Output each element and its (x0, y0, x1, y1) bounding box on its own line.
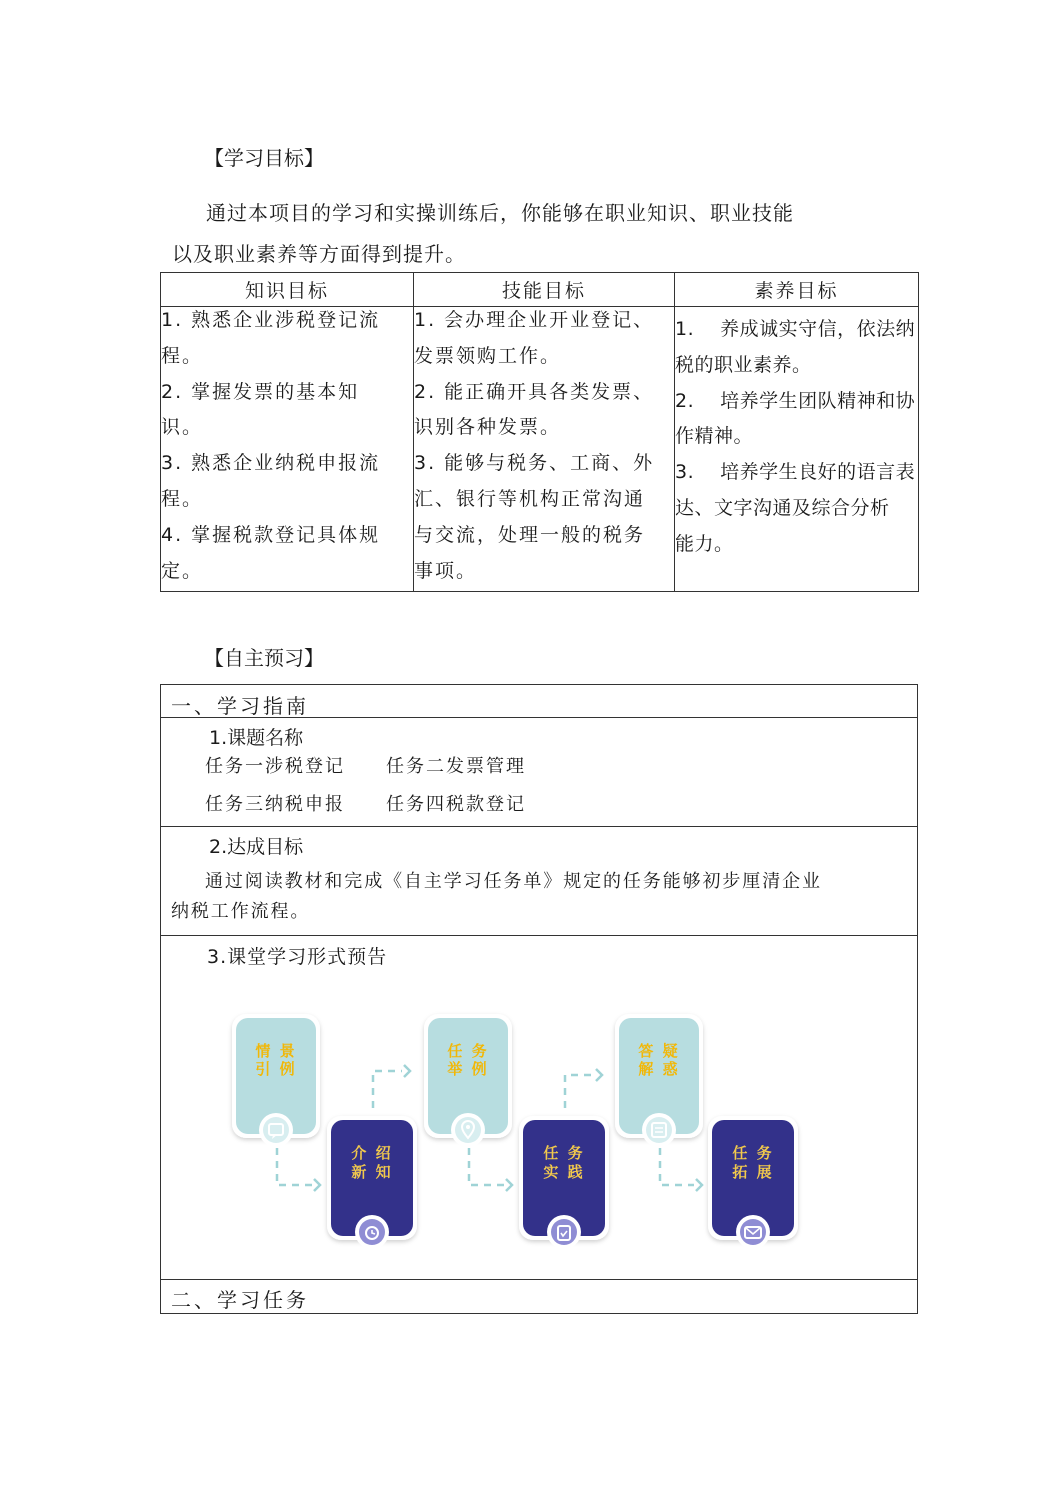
topic-item-1: 任务一涉税登记 (205, 756, 345, 777)
step-5-line2: 解 惑 (638, 1060, 680, 1078)
flow-step-4 (519, 1116, 609, 1249)
goal-line: 程。 (161, 344, 204, 367)
flow-step-6 (708, 1116, 798, 1249)
header-quality: 素养目标 (675, 273, 919, 307)
goal-line: 税的职业素养。 (675, 353, 812, 376)
topic-item-3: 任务三纳税申报 (205, 794, 345, 815)
goal-line: 1. 会办理企业开业登记、 (414, 309, 655, 331)
goal-title: 2.达成目标 (209, 836, 304, 858)
flow-step-2 (327, 1116, 417, 1249)
objectives-intro-line2: 以及职业素养等方面得到提升。 (172, 242, 466, 266)
goal-line: 能力。 (675, 532, 734, 555)
header-knowledge: 知识目标 (161, 273, 414, 307)
goal-line: 4. 掌握税款登记具体规 (161, 523, 381, 546)
goal-line1: 通过阅读教材和完成《自主学习任务单》规定的任务能够初步厘清企业 (205, 871, 822, 892)
goal-line2: 纳税工作流程。 (171, 901, 311, 922)
goal-line: 识。 (161, 416, 204, 439)
goal-line: 达、文字沟通及综合分析 (675, 496, 890, 519)
goal-line: 1. 熟悉企业涉税登记流 (161, 309, 381, 331)
goal-line: 2. 能正确开具各类发票、 (414, 380, 655, 403)
goal-line: 识别各种发票。 (414, 416, 562, 439)
flow-step-3 (424, 1014, 512, 1147)
goal-line: 2. 培养学生团队精神和协 (675, 389, 916, 412)
goal-line: 1. 养成诚实守信，依法纳 (675, 318, 916, 340)
objectives-intro-line1: 通过本项目的学习和实操训练后，你能够在职业知识、职业技能 (206, 201, 794, 225)
goal-line: 汇、银行等机构正常沟通 (414, 487, 646, 510)
step-4-line2: 实 践 (543, 1163, 585, 1181)
section-guide-title: 一、学习指南 (171, 694, 309, 718)
goal-line: 3. 能够与税务、工商、外 (414, 452, 655, 475)
step-5-line1: 答 疑 (638, 1042, 680, 1060)
goal-line: 发票领购工作。 (414, 344, 562, 367)
topic-item-2: 任务二发票管理 (386, 756, 526, 777)
goal-line: 程。 (161, 487, 204, 510)
flow-step-5 (615, 1014, 703, 1147)
step-3-line1: 任 务 (447, 1042, 489, 1060)
topic-title: 1.课题名称 (209, 727, 304, 749)
goal-line: 作精神。 (675, 425, 754, 448)
step-6-line1: 任 务 (732, 1144, 774, 1162)
step-6-line2: 拓 展 (732, 1163, 774, 1181)
objectives-heading: 【学习目标】 (204, 146, 324, 170)
step-1-line2: 引 例 (255, 1060, 297, 1078)
step-3-line2: 举 例 (447, 1060, 489, 1078)
step-1-line1: 情 景 (255, 1042, 297, 1060)
step-2-line2: 新 知 (351, 1163, 393, 1181)
preview-heading: 【自主预习】 (204, 646, 324, 670)
step-4-line1: 任 务 (543, 1144, 585, 1162)
goal-line: 定。 (161, 559, 204, 582)
goal-line: 与交流，处理一般的税务 (414, 523, 646, 546)
goal-line: 3. 熟悉企业纳税申报流 (161, 452, 381, 475)
topic-item-4: 任务四税款登记 (386, 794, 526, 815)
goal-line: 2. 掌握发票的基本知 (161, 380, 360, 403)
flow-step-1 (232, 1014, 320, 1147)
section-task-title: 二、学习任务 (171, 1288, 309, 1312)
goal-line: 3. 培养学生良好的语言表 (675, 461, 916, 484)
header-skill: 技能目标 (414, 273, 675, 307)
step-2-line1: 介 绍 (351, 1144, 393, 1162)
goal-line: 事项。 (414, 559, 478, 582)
forms-title: 3.课堂学习形式预告 (207, 946, 388, 968)
